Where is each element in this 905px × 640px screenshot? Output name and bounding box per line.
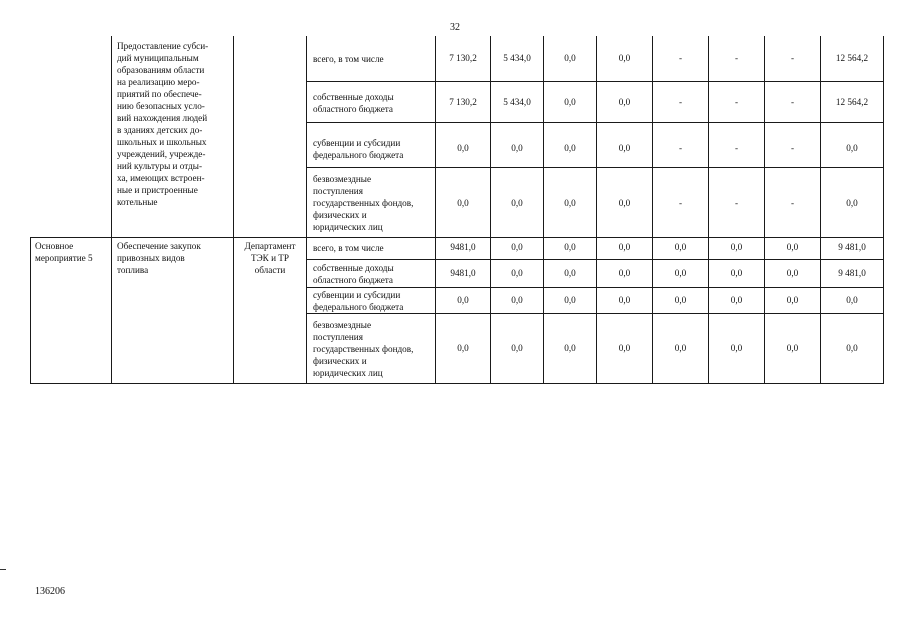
- value-cell: -: [790, 97, 795, 107]
- value-cell: 0,0: [674, 343, 687, 353]
- value-cell: 0,0: [457, 198, 469, 208]
- page-number: 32: [450, 22, 460, 33]
- funding-source-label: всего, в том числе: [313, 54, 384, 64]
- column-divider: [490, 36, 491, 384]
- table-border-left: [30, 238, 31, 384]
- value-cell: 0,0: [618, 198, 631, 208]
- value-cell: 7 130,2: [449, 97, 477, 107]
- value-cell: -: [790, 143, 795, 153]
- column-divider: [820, 36, 821, 384]
- value-cell: 0,0: [674, 242, 687, 252]
- document-code: 136206: [35, 586, 65, 597]
- group-divider: [30, 237, 884, 238]
- value-cell: 9481,0: [450, 242, 476, 252]
- column-divider: [764, 36, 765, 384]
- column-divider: [306, 36, 307, 384]
- value-cell: 0,0: [564, 295, 576, 305]
- value-cell: 7 130,2: [449, 53, 477, 63]
- total-cell: 0,0: [846, 143, 858, 153]
- value-cell: 0,0: [564, 268, 576, 278]
- column-divider: [233, 36, 234, 384]
- margin-mark: [0, 569, 6, 570]
- value-cell: -: [678, 97, 683, 107]
- value-cell: 0,0: [564, 198, 576, 208]
- value-cell: 0,0: [618, 295, 631, 305]
- measure-description: Обеспечение закупок привозных видов топлива: [117, 241, 201, 275]
- value-cell: -: [790, 53, 795, 63]
- row-divider: [306, 122, 884, 123]
- row-divider: [306, 287, 884, 288]
- value-cell: 5 434,0: [503, 97, 531, 107]
- value-cell: 0,0: [511, 295, 523, 305]
- value-cell: 0,0: [564, 53, 576, 63]
- value-cell: 0,0: [786, 242, 799, 252]
- value-cell: -: [734, 53, 739, 63]
- value-cell: 0,0: [618, 53, 631, 63]
- total-cell: 12 564,2: [835, 53, 869, 63]
- value-cell: 0,0: [786, 268, 799, 278]
- value-cell: -: [734, 97, 739, 107]
- value-cell: 0,0: [457, 143, 469, 153]
- value-cell: -: [678, 198, 683, 208]
- row-divider: [306, 259, 884, 260]
- total-cell: 0,0: [846, 343, 858, 353]
- funding-source-label: собственные доходы областного бюджета: [313, 92, 394, 114]
- funding-source-label: безвозмездные поступления государственных фондов, физических и юридических лиц: [313, 320, 414, 378]
- value-cell: 5 434,0: [503, 53, 531, 63]
- column-divider: [652, 36, 653, 384]
- value-cell: 0,0: [786, 295, 799, 305]
- row-divider: [306, 81, 884, 82]
- total-cell: 12 564,2: [835, 97, 869, 107]
- value-cell: 0,0: [618, 242, 631, 252]
- measure-code: Основное мероприятие 5: [35, 241, 93, 263]
- value-cell: 0,0: [618, 343, 631, 353]
- value-cell: 0,0: [511, 143, 523, 153]
- table-border-right: [883, 36, 884, 384]
- value-cell: -: [678, 53, 683, 63]
- value-cell: 0,0: [457, 295, 469, 305]
- column-divider: [111, 36, 112, 384]
- value-cell: 0,0: [564, 343, 576, 353]
- row-divider: [306, 313, 884, 314]
- value-cell: -: [678, 143, 683, 153]
- total-cell: 9 481,0: [838, 268, 866, 278]
- value-cell: 0,0: [564, 242, 576, 252]
- value-cell: -: [790, 198, 795, 208]
- value-cell: 0,0: [730, 242, 743, 252]
- funding-source-label: субвенции и субсидии федерального бюджета: [313, 138, 404, 160]
- total-cell: 9 481,0: [838, 242, 866, 252]
- table-border-bottom: [30, 383, 884, 384]
- value-cell: 0,0: [564, 97, 576, 107]
- column-divider: [596, 36, 597, 384]
- column-divider: [708, 36, 709, 384]
- funding-source-label: собственные доходы областного бюджета: [313, 263, 394, 285]
- value-cell: 0,0: [511, 343, 523, 353]
- value-cell: 0,0: [457, 343, 469, 353]
- value-cell: 9481,0: [450, 268, 476, 278]
- value-cell: 0,0: [618, 143, 631, 153]
- total-cell: 0,0: [846, 198, 858, 208]
- value-cell: 0,0: [564, 143, 576, 153]
- value-cell: 0,0: [730, 295, 743, 305]
- value-cell: 0,0: [786, 343, 799, 353]
- total-cell: 0,0: [846, 295, 858, 305]
- value-cell: -: [734, 143, 739, 153]
- measure-description: Предоставление субси- дий муниципальным образованиям области на реализацию меро- приятий по обеспече- нию безопасных усло- вий нахождения людей в зданиях детских до- школьных и школьных учреждений, учрежде- ний культуры и отды- ха, имеющих встроен- ные и пристроенные котельные: [117, 41, 209, 207]
- value-cell: -: [734, 198, 739, 208]
- executor: Департамент ТЭК и ТР области: [244, 241, 296, 275]
- value-cell: 0,0: [674, 295, 687, 305]
- value-cell: 0,0: [618, 268, 631, 278]
- funding-source-label: субвенции и субсидии федерального бюджета: [313, 290, 404, 312]
- value-cell: 0,0: [674, 268, 687, 278]
- funding-source-label: безвозмездные поступления государственных фондов, физических и юридических лиц: [313, 174, 414, 232]
- row-divider: [306, 167, 884, 168]
- value-cell: 0,0: [730, 343, 743, 353]
- value-cell: 0,0: [511, 268, 523, 278]
- value-cell: 0,0: [730, 268, 743, 278]
- value-cell: 0,0: [511, 198, 523, 208]
- funding-source-label: всего, в том числе: [313, 243, 384, 253]
- value-cell: 0,0: [511, 242, 523, 252]
- value-cell: 0,0: [618, 97, 631, 107]
- column-divider: [543, 36, 544, 384]
